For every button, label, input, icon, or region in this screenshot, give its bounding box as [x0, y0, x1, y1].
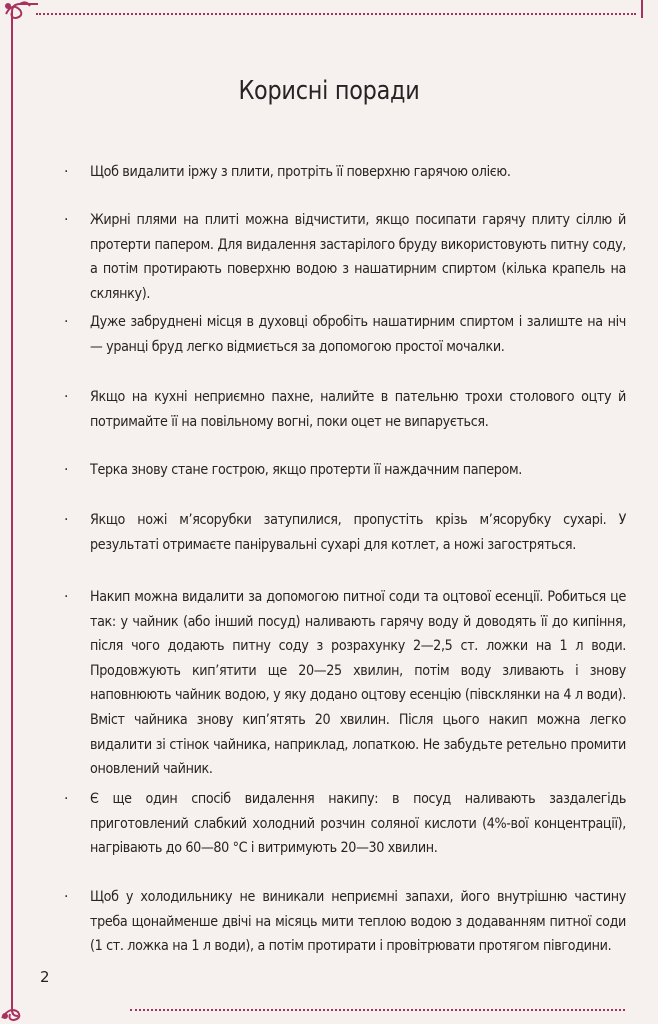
tip-item: Якщо ножі м’ясорубки затупилися, пропустіть крізь м’ясорубку сухарі. У результаті отримаєте панірувальні сухарі для котлет, а ножі загостряться.: [90, 512, 626, 553]
tip-item: Щоб видалити іржу з плити, протріть її поверхню гарячою олією.: [90, 164, 511, 180]
tip-item: Терка знову стане гострою, якщо протерти її наждачним папером.: [90, 462, 522, 478]
bullet: ·: [64, 512, 69, 528]
bullet: ·: [64, 589, 69, 605]
page-number: 2: [40, 968, 50, 986]
tip-item: Накип можна видалити за допомогою питної соди та оцтової есенції. Робиться це так: у чайник (або інший посуд) наливають гарячу воду й доводять її до кипіння, після чого додають питну соду з розрахунку 2—2,5 ст. ложки на 1 л води. Продовжують кип’ятити ще 20—25 хвилин, потім воду зливають і знову наповнюють чайник водою, у яку додано оцтову есенцію (півсклянки на 4 л води). Вміст чайника знову кип’ятять 20 хвилин. Після цього накип можна легко видалити зі стінок чайника, наприклад, лопаткою. Не забудьте ретельно промити оновлений чайник.: [90, 589, 626, 778]
bullet: ·: [64, 462, 69, 478]
tip-item: Дуже забруднені місця в духовці обробіть нашатирним спиртом і залиште на ніч — уранці бруд легко відмиється за допомогою простої мочалки.: [90, 314, 626, 355]
page-title: Корисні поради: [238, 76, 420, 106]
bullet: ·: [64, 389, 69, 405]
tip-item: Якщо на кухні неприємно пахне, налийте в пательню трохи столового оцту й потримайте її на повільному вогні, поки оцет не випарується.: [90, 389, 626, 430]
bullet: ·: [64, 791, 69, 807]
bullet: ·: [64, 314, 69, 330]
bullet: ·: [64, 889, 69, 905]
tip-item: Є ще один спосіб видалення накипу: в посуд наливають заздалегідь приготовлений слабкий холодний розчин соляної кислоти (4%-вої концентрації), нагрівають до 60—80 °С і витримують 20—30 хвилин.: [90, 791, 626, 857]
tip-item: Жирні плями на плиті можна відчистити, якщо посипати гарячу плиту сіллю й протерти папером. Для видалення застарілого бруду використовують питну соду, а потім протирають поверхню водою з нашатирним спиртом (кілька крапель на склянку).: [90, 212, 626, 302]
tip-item: Щоб у холодильнику не виникали неприємні запахи, його внутрішню частину треба щонайменше двічі на місяць мити теплою водою з додаванням питної соди (1 ст. ложка на 1 л води), а потім протирати і провітрювати протягом півгодини.: [90, 889, 626, 955]
bullet: ·: [64, 164, 69, 180]
bullet: ·: [64, 212, 69, 228]
